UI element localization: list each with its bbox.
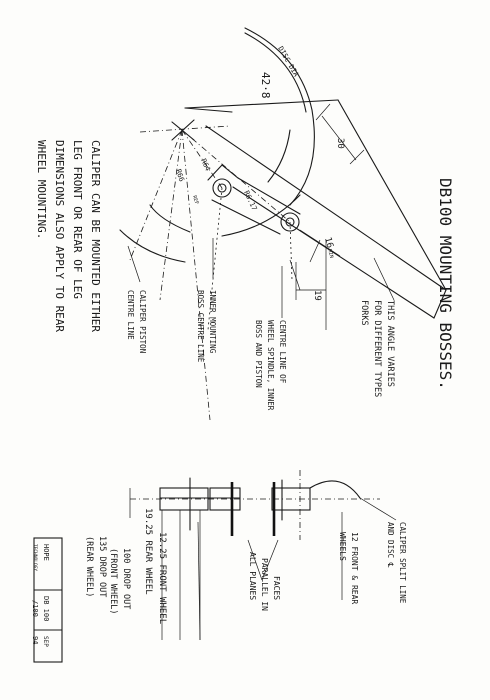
dimension-lines [290,104,364,330]
svg-text:19.25 REAR WHEEL: 19.25 REAR WHEEL [143,508,153,595]
title-block-company: HOPE [42,544,50,561]
note-inner-boss [196,290,217,363]
svg-text:WHEEL SPINDLE, INNER: WHEEL SPINDLE, INNER [266,320,275,411]
svg-text:CENTRE LINE OF: CENTRE LINE OF [278,320,287,384]
svg-text:135 DROP OUT: 135 DROP OUT [97,536,107,598]
svg-text:CALIPER CAN BE MOUNTED EITHER: CALIPER CAN BE MOUNTED EITHER [89,140,102,333]
radius-r66-ref: REF [190,194,200,206]
leader-lines [128,238,394,318]
note-split-line [386,522,407,604]
svg-text:12.25 FRONT WHEEL: 12.25 FRONT WHEEL [157,532,167,625]
note-drop-out-100 [108,548,131,615]
title-block-part: DB 100 [42,596,50,622]
note-caliper-mount [35,140,102,332]
note-caliper-piston [126,290,147,353]
svg-text:PARALLEL IN: PARALLEL IN [260,558,269,611]
note-centre-line [254,320,287,411]
title-block [31,538,62,662]
svg-text:WHEELS: WHEELS [338,532,347,561]
note-drop-out-135 [84,536,107,597]
radius-r6-17: R6.17 [242,189,259,212]
svg-text:(REAR WHEEL): (REAR WHEEL) [84,536,94,598]
drawing-title: DB100 MOUNTING BOSSES. [436,178,455,390]
title-group [436,178,455,390]
disc-dia-label: DISC DIA [276,45,301,79]
svg-text:100 DROP OUT: 100 DROP OUT [121,548,131,610]
disc-dia-value: 42·8 [259,72,272,99]
svg-text:CENTRE LINE: CENTRE LINE [126,290,135,340]
title-block-date: SEP [42,636,49,647]
svg-text:DIMENSIONS ALSO APPLY TO REAR: DIMENSIONS ALSO APPLY TO REAR [53,140,66,333]
radius-r64: R64 [199,157,212,173]
svg-text:WHEEL MOUNTING.: WHEEL MOUNTING. [35,140,48,240]
r66-arc [150,205,190,232]
dim-16-unit: MIN [326,248,335,259]
svg-text:TECHNOLOGY: TECHNOLOGY [32,544,37,572]
svg-text:FORKS: FORKS [359,300,369,326]
disc-arc [222,28,314,236]
dim-19-label: 19 [312,290,322,301]
caliper-outline [120,230,185,262]
svg-text:CALIPER PISTON: CALIPER PISTON [138,290,147,354]
svg-text:AND DISC ℄: AND DISC ℄ [386,522,395,568]
note-angle [359,300,395,397]
note-front-wheel [157,532,167,624]
dim-30-label: 30 [335,138,345,149]
svg-text:CALIPER SPLIT LINE: CALIPER SPLIT LINE [398,522,407,604]
note-rear-wheel [143,508,153,595]
note-faces [248,552,281,611]
svg-text:ALL PLANES: ALL PLANES [248,552,257,601]
svg-text:THIS ANGLE VARIES: THIS ANGLE VARIES [385,300,395,387]
svg-text:BOSS AND PISTON: BOSS AND PISTON [254,320,263,388]
svg-text:FACES: FACES [272,576,281,601]
svg-text:BOSS CENTRE LINE: BOSS CENTRE LINE [196,290,205,363]
disc-dia-group [276,45,300,79]
svg-text:LEG FRONT OR REAR OF LEG: LEG FRONT OR REAR OF LEG [71,140,84,299]
note-wheels-12 [338,532,359,604]
svg-text:12 FRONT & REAR: 12 FRONT & REAR [350,532,359,605]
svg-text:FOR DIFFERENT TYPES: FOR DIFFERENT TYPES [372,300,382,398]
fork-leg [185,100,446,318]
radius-r66: R66 [174,168,186,183]
svg-text:94: 94 [31,636,39,645]
svg-text:INNER MOUNTING: INNER MOUNTING [208,290,217,354]
svg-text:(FRONT WHEEL): (FRONT WHEEL) [108,548,118,615]
dim-16-label: 16 [322,236,335,250]
svg-text:/100: /100 [31,600,39,617]
